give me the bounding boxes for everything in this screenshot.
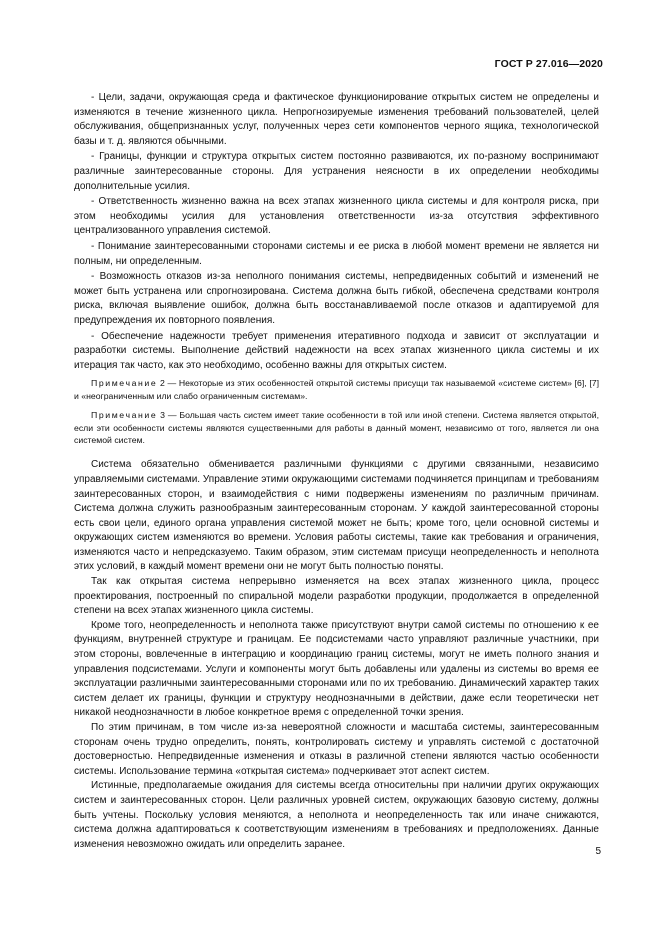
bullet-paragraph: - Ответственность жизненно важна на всех этапах жизненного цикла системы и для контроля риска, при этом необходимы усилия для установления ответственности из-за отсутствия эффективного централизованного управления системой. — [74, 196, 599, 237]
bullet-paragraph: - Понимание заинтересованными сторонами системы и ее риска в любой момент времени не является ни полным, ни определенным. — [74, 240, 599, 267]
note-2 — [74, 377, 599, 402]
note-label: Примечание — [91, 410, 158, 421]
note-text: 3 — Большая часть систем имеет такие особенности в той или иной степени. Система является открытой, если эти особенности системы являются существенными для работы в данный момент, независимо от того, является ли она системой систем. — [74, 410, 599, 445]
body-paragraph: По этим причинам, в том числе из-за невероятной сложности и масштаба системы, заинтересованным сторонам очень трудно определить, понять, контролировать систему и управлять системой с достаточной достоверностью. Непредвиденные изменения и отказы в различной степени являются частью особенности системы. Использование термина «открытая система» подчеркивает этот аспект систем. — [74, 722, 599, 777]
note-label: Примечание — [91, 378, 158, 389]
page-content — [74, 91, 599, 852]
body-section — [74, 458, 599, 852]
bullet-paragraph: - Обеспечение надежности требует применения итеративного подхода и зависит от эксплуатации и разработки системы. Выполнение действий надежности на всех этапах жизненного цикла системы и их итерация так часто, как это необходимо, особенно важны для открытых систем. — [74, 330, 599, 371]
body-paragraph: Кроме того, неопределенность и неполнота также присутствуют внутри самой системы по отношению к ее функциям, внутренней структуре и границам. Ее подсистемами часто управляют различные участники, при этом стороны, вовлеченные в интеграцию и координацию границ системы, могут не иметь полного знания и управления подсистемами. Услуги и компоненты могут быть добавлены или удалены из системы во время ее эксплуатации различными заинтересованными сторонами или по их требованию. Динамический характер таких систем делает их границы, функции и структуру неоднозначными в действии, даже если теоретически нет никакой неоднозначности в любое конкретное время с определенной точки зрения. — [74, 619, 599, 719]
note-3 — [74, 409, 599, 446]
document-code-header: ГОСТ Р 27.016—2020 — [494, 58, 603, 70]
body-paragraph: Система обязательно обменивается различными функциями с другими связанными, независимо управляемыми системами. Управление этими окружающими системами подчиняется принципам и требованиям заинтересованных сторон, и взаимодействия с ними подвержены изменениям по различным причинам. Система должна служить разнообразным заинтересованным сторонам. У каждой заинтересованной стороны есть свои цели, единого органа управления системой может не быть; кроме того, цели основной системы и окружающих систем изменяются во времени. Условия работы системы, такие как требования и ограничения, изменяются часто и непредсказуемо. Таким образом, этим системам присущи неопределенность и неполнота этих условий, в каждый момент времени они не могут быть полностью поняты. — [74, 459, 599, 573]
bullet-paragraph: - Цели, задачи, окружающая среда и фактическое функционирование открытых систем не определены и изменяются в течение жизненного цикла. Непрогнозируемые изменения требований пользователей, целей обслуживания, общепризнанных услуг, полученных через сети компонентов черного ящика, технологической базы и т. д. являются обычными. — [74, 92, 599, 147]
body-paragraph: Истинные, предполагаемые ожидания для системы всегда относительны при наличии других окружающих систем и заинтересованных сторон. Цели различных уровней систем, окружающих базовую систему, должны быть учтены. Поскольку условия меняются, а неполнота и неопределенность так или иначе снижаются, система должна адаптироваться к соответствующим изменениям в требованиях и предположениях. Данные изменения невозможно ожидать или определить заранее. — [74, 780, 599, 850]
note-text: 2 — Некоторые из этих особенностей открытой системы присущи так называемой «системе систем» [6], [7] и «неограниченным или слабо ограниченным системам». — [74, 378, 600, 401]
page-number: 5 — [595, 846, 601, 857]
bullet-paragraph: - Границы, функции и структура открытых систем постоянно развиваются, их по-разному воспринимают различные заинтересованные стороны. Для устранения неясности в их определении необходимы дополнительные усилия. — [74, 151, 599, 192]
body-paragraph: Так как открытая система непрерывно изменяется на всех этапах жизненного цикла, процесс проектирования, построенный по спиральной модели разработки продукции, продолжается в определенной степени на всех этапах жизненного цикла системы. — [74, 576, 599, 617]
bullet-paragraph: - Возможность отказов из-за неполного понимания системы, непредвиденных событий и изменений не может быть устранена или спрогнозирована. Система должна быть гибкой, обеспечена средствами контроля риска, включая выявление ошибок, должна быть восстанавливаемой после отказов и адаптируемой для предупреждения их повторного появления. — [74, 271, 599, 326]
